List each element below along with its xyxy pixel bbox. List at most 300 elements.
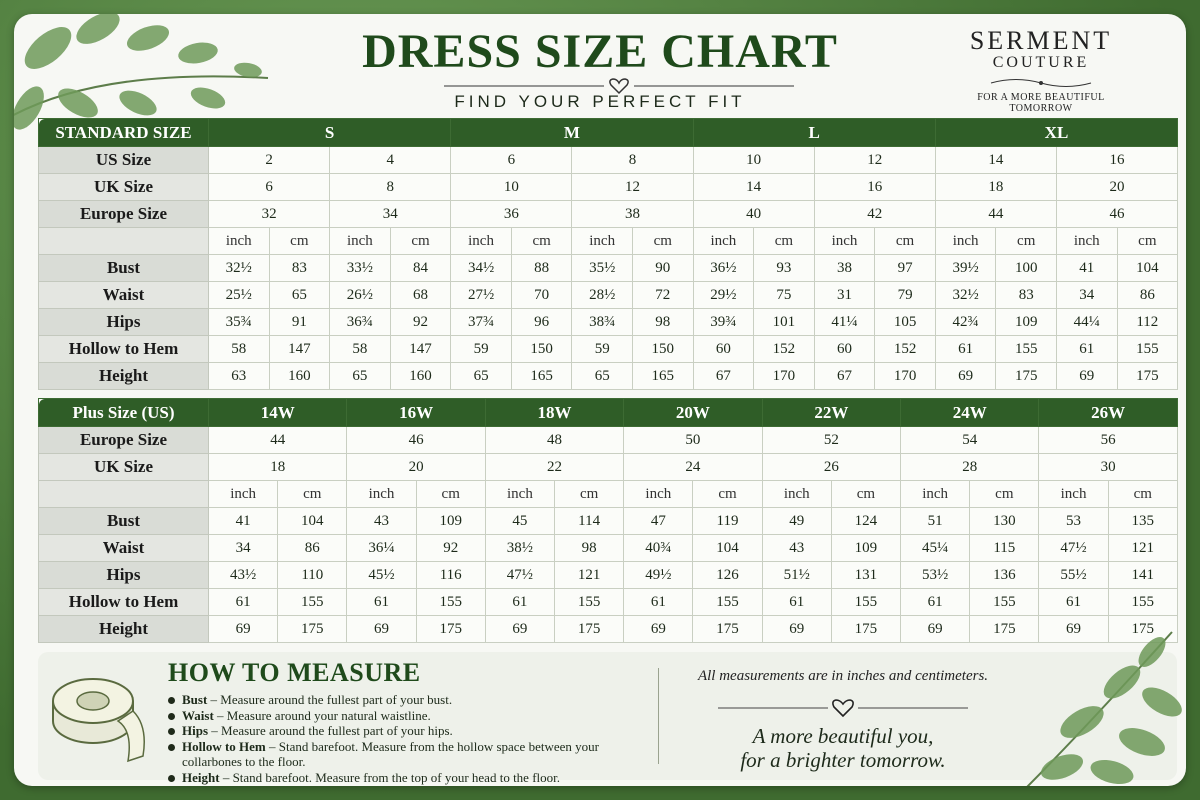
table-cell: 114: [555, 508, 624, 535]
size-header-14w: 14W: [209, 399, 347, 427]
row-label: Waist: [39, 282, 209, 309]
unit-cell: inch: [935, 228, 996, 255]
measurement-row: [39, 562, 1178, 589]
table-cell: 112: [1117, 309, 1178, 336]
table-cell: 56: [1039, 427, 1177, 454]
table-cell: 26½: [330, 282, 391, 309]
table-cell: 34½: [451, 255, 512, 282]
unit-cell: inch: [209, 481, 278, 508]
table-cell: 147: [390, 336, 451, 363]
measure-term: Hollow to Hem: [182, 738, 266, 754]
table-cell: 86: [278, 535, 347, 562]
table-cell: 98: [555, 535, 624, 562]
table-cell: 16: [814, 174, 935, 201]
table-cell: 46: [347, 427, 485, 454]
table-cell: 49½: [624, 562, 693, 589]
measure-text: – Stand barefoot. Measure from the hollow space between your collarbones to the floor.: [182, 738, 599, 769]
row-label: Bust: [39, 508, 209, 535]
table-cell: 126: [693, 562, 762, 589]
table-cell: 136: [970, 562, 1039, 589]
table-cell: 92: [416, 535, 485, 562]
row-label: Height: [39, 363, 209, 390]
table-cell: 10: [451, 174, 572, 201]
table-cell: 29½: [693, 282, 754, 309]
table-cell: 54: [901, 427, 1039, 454]
table-cell: 41: [209, 508, 278, 535]
table-cell: 6: [209, 174, 330, 201]
table-cell: 18: [935, 174, 1056, 201]
table-cell: 46: [1056, 201, 1177, 228]
table-cell: 50: [624, 427, 762, 454]
table-cell: 61: [485, 589, 554, 616]
table-cell: 69: [209, 616, 278, 643]
table-cell: 61: [935, 336, 996, 363]
measurement-row: [39, 282, 1178, 309]
table-cell: 65: [269, 282, 330, 309]
table-cell: 40: [693, 201, 814, 228]
table-cell: 39¾: [693, 309, 754, 336]
table-cell: 34: [330, 201, 451, 228]
table-cell: 69: [935, 363, 996, 390]
header-row: [39, 399, 1178, 427]
table-cell: 93: [754, 255, 815, 282]
table-cell: 175: [1117, 363, 1178, 390]
table-cell: 170: [754, 363, 815, 390]
table-cell: 131: [831, 562, 900, 589]
table-cell: 10: [693, 147, 814, 174]
table-cell: 28½: [572, 282, 633, 309]
unit-cell: inch: [901, 481, 970, 508]
table-cell: 155: [416, 589, 485, 616]
unit-cell: cm: [996, 228, 1057, 255]
table-cell: 84: [390, 255, 451, 282]
table-cell: 121: [555, 562, 624, 589]
unit-cell: cm: [632, 228, 693, 255]
unit-cell: cm: [1117, 228, 1178, 255]
table-cell: 32: [209, 201, 330, 228]
unit-cell: cm: [875, 228, 936, 255]
measurement-row: [39, 589, 1178, 616]
table-cell: 104: [693, 535, 762, 562]
measure-term: Waist: [182, 707, 214, 723]
table-cell: 47½: [1039, 535, 1108, 562]
list-item: [168, 739, 648, 770]
unit-cell: cm: [754, 228, 815, 255]
table-cell: 38½: [485, 535, 554, 562]
table-cell: 26: [762, 454, 900, 481]
table-cell: 150: [632, 336, 693, 363]
table-cell: 69: [901, 616, 970, 643]
table-cell: 60: [693, 336, 754, 363]
unit-cell: inch: [762, 481, 831, 508]
row-label: Hips: [39, 562, 209, 589]
table-cell: 45¼: [901, 535, 970, 562]
brand-name: SERMENT: [969, 26, 1113, 55]
size-header-s: S: [209, 119, 451, 147]
list-item: [168, 708, 648, 724]
table-cell: 49: [762, 508, 831, 535]
table-cell: 52: [762, 427, 900, 454]
unit-cell: cm: [390, 228, 451, 255]
table-cell: 14: [693, 174, 814, 201]
unit-cell: inch: [1056, 228, 1117, 255]
brand-tagline: FOR A MORE BEAUTIFUL TOMORROW: [977, 92, 1105, 114]
size-header-l: L: [693, 119, 935, 147]
row-label: UK Size: [39, 174, 209, 201]
size-header-26w: 26W: [1039, 399, 1177, 427]
units-row: [39, 228, 1178, 255]
unit-cell: cm: [416, 481, 485, 508]
table-cell: 69: [762, 616, 831, 643]
measurement-row: [39, 535, 1178, 562]
table-cell: 34: [1056, 282, 1117, 309]
row-label: Hollow to Hem: [39, 589, 209, 616]
table-cell: 86: [1117, 282, 1178, 309]
table-cell: 47: [624, 508, 693, 535]
header-row: [39, 119, 1178, 147]
measurement-row: [39, 508, 1178, 535]
table-cell: 53½: [901, 562, 970, 589]
table-cell: 25½: [209, 282, 270, 309]
heart-icon: [718, 696, 968, 720]
table-cell: 38: [572, 201, 693, 228]
table-cell: 37¾: [451, 309, 512, 336]
table-cell: 110: [278, 562, 347, 589]
table-cell: 60: [814, 336, 875, 363]
table-cell: 35½: [572, 255, 633, 282]
table-cell: 31: [814, 282, 875, 309]
conversion-row: [39, 454, 1178, 481]
table-cell: 175: [555, 616, 624, 643]
table-cell: 4: [330, 147, 451, 174]
table-cell: 69: [347, 616, 416, 643]
unit-cell: cm: [278, 481, 347, 508]
unit-cell: inch: [330, 228, 391, 255]
unit-cell: cm: [511, 228, 572, 255]
table-cell: 32½: [209, 255, 270, 282]
table-cell: 59: [451, 336, 512, 363]
table-cell: 160: [390, 363, 451, 390]
table-cell: 109: [996, 309, 1057, 336]
table-cell: 101: [754, 309, 815, 336]
table-cell: 47½: [485, 562, 554, 589]
measurement-row: [39, 255, 1178, 282]
table-cell: 16: [1056, 147, 1177, 174]
row-label: UK Size: [39, 454, 209, 481]
size-header-18w: 18W: [485, 399, 623, 427]
size-header-16w: 16W: [347, 399, 485, 427]
measure-term: Hips: [182, 723, 209, 738]
measurement-row: [39, 309, 1178, 336]
table-cell: 45½: [347, 562, 416, 589]
table-cell: 96: [511, 309, 572, 336]
row-label: US Size: [39, 147, 209, 174]
table-cell: 155: [555, 589, 624, 616]
table-cell: 36¼: [347, 535, 416, 562]
table-cell: 100: [996, 255, 1057, 282]
size-header-m: M: [451, 119, 693, 147]
table-cell: 155: [970, 589, 1039, 616]
table-cell: 42: [814, 201, 935, 228]
table-cell: 69: [624, 616, 693, 643]
table-cell: 44: [935, 201, 1056, 228]
table-cell: 22: [485, 454, 623, 481]
unit-cell: inch: [347, 481, 416, 508]
table-cell: 61: [1056, 336, 1117, 363]
measure-text: – Measure around your natural waistline.: [213, 707, 431, 723]
table-cell: 175: [278, 616, 347, 643]
row-label: Waist: [39, 535, 209, 562]
motto-line-2: for a brighter tomorrow.: [740, 748, 946, 772]
table-cell: 43: [347, 508, 416, 535]
row-label: Height: [39, 616, 209, 643]
table-cell: 69: [1039, 616, 1108, 643]
table-cell: 69: [485, 616, 554, 643]
table-cell: 98: [632, 309, 693, 336]
table-cell: 43: [762, 535, 831, 562]
table-cell: 109: [416, 508, 485, 535]
table-cell: 109: [831, 535, 900, 562]
table-cell: 58: [209, 336, 270, 363]
unit-cell: inch: [209, 228, 270, 255]
row-label: Europe Size: [39, 427, 209, 454]
table-cell: 83: [996, 282, 1057, 309]
table-cell: 67: [814, 363, 875, 390]
table-cell: 79: [875, 282, 936, 309]
measure-text: – Measure around the fullest part of your bust.: [207, 692, 453, 707]
table-cell: 97: [875, 255, 936, 282]
measure-text: – Stand barefoot. Measure from the top of your head to the floor.: [219, 769, 560, 785]
table-cell: 61: [347, 589, 416, 616]
table-cell: 44: [209, 427, 347, 454]
size-header-xl: XL: [935, 119, 1177, 147]
table-cell: 104: [278, 508, 347, 535]
units-note: All measurements are in inches and centimeters.: [697, 668, 989, 684]
unit-cell: inch: [1039, 481, 1108, 508]
table-cell: 2: [209, 147, 330, 174]
table-cell: 48: [485, 427, 623, 454]
table-cell: 45: [485, 508, 554, 535]
motto: [678, 724, 1008, 772]
table-cell: 116: [416, 562, 485, 589]
table-cell: 36: [451, 201, 572, 228]
table-cell: 175: [996, 363, 1057, 390]
size-chart-card: [14, 14, 1186, 786]
table-cell: 155: [693, 589, 762, 616]
unit-cell: inch: [814, 228, 875, 255]
table-cell: 38: [814, 255, 875, 282]
row-label: Bust: [39, 255, 209, 282]
table-cell: 175: [1108, 616, 1177, 643]
table-cell: 175: [831, 616, 900, 643]
table-cell: 12: [572, 174, 693, 201]
table-cell: 91: [269, 309, 330, 336]
table-cell: 67: [693, 363, 754, 390]
conversion-row: [39, 147, 1178, 174]
unit-cell: cm: [555, 481, 624, 508]
table-cell: 61: [624, 589, 693, 616]
table-cell: 69: [1056, 363, 1117, 390]
table-cell: 155: [1117, 336, 1178, 363]
table-cell: 36¾: [330, 309, 391, 336]
table-cell: 63: [209, 363, 270, 390]
table-cell: 36½: [693, 255, 754, 282]
table-cell: 61: [901, 589, 970, 616]
row-label: [39, 481, 209, 508]
unit-cell: inch: [624, 481, 693, 508]
table-cell: 119: [693, 508, 762, 535]
table-cell: 165: [511, 363, 572, 390]
table-cell: 65: [451, 363, 512, 390]
table-cell: 20: [1056, 174, 1177, 201]
motto-line-1: A more beautiful you,: [752, 724, 934, 748]
divider: [658, 668, 659, 764]
table-cell: 68: [390, 282, 451, 309]
size-header-20w: 20W: [624, 399, 762, 427]
conversion-row: [39, 174, 1178, 201]
table-cell: 88: [511, 255, 572, 282]
table-cell: 42¾: [935, 309, 996, 336]
table-cell: 34: [209, 535, 278, 562]
table-cell: 28: [901, 454, 1039, 481]
table-cell: 155: [831, 589, 900, 616]
unit-cell: inch: [693, 228, 754, 255]
unit-cell: inch: [485, 481, 554, 508]
table-cell: 41: [1056, 255, 1117, 282]
table-cell: 72: [632, 282, 693, 309]
table-cell: 43½: [209, 562, 278, 589]
table-cell: 70: [511, 282, 572, 309]
table-cell: 155: [278, 589, 347, 616]
size-header-label: Plus Size (US): [39, 399, 209, 427]
leaf-branch-icon: [1002, 622, 1186, 786]
list-item: [168, 692, 648, 708]
measuring-tape-icon: [48, 666, 158, 766]
table-cell: 6: [451, 147, 572, 174]
conversion-row: [39, 427, 1178, 454]
unit-cell: cm: [269, 228, 330, 255]
table-cell: 32½: [935, 282, 996, 309]
table-cell: 130: [970, 508, 1039, 535]
table-cell: 30: [1039, 454, 1177, 481]
table-cell: 152: [754, 336, 815, 363]
table-cell: 58: [330, 336, 391, 363]
ornament-icon: [981, 76, 1101, 90]
table-cell: 18: [209, 454, 347, 481]
table-cell: 75: [754, 282, 815, 309]
table-cell: 40¾: [624, 535, 693, 562]
page-title: DRESS SIZE CHART: [362, 25, 838, 78]
table-cell: 41¼: [814, 309, 875, 336]
conversion-row: [39, 201, 1178, 228]
table-cell: 141: [1108, 562, 1177, 589]
table-cell: 175: [693, 616, 762, 643]
table-cell: 51: [901, 508, 970, 535]
table-cell: 175: [416, 616, 485, 643]
table-cell: 105: [875, 309, 936, 336]
table-cell: 65: [572, 363, 633, 390]
table-cell: 152: [875, 336, 936, 363]
table-cell: 170: [875, 363, 936, 390]
table-cell: 44¼: [1056, 309, 1117, 336]
table-cell: 20: [347, 454, 485, 481]
table-cell: 121: [1108, 535, 1177, 562]
table-cell: 38¾: [572, 309, 633, 336]
how-to-measure-list: [168, 692, 648, 785]
unit-cell: cm: [1108, 481, 1177, 508]
plus-size-table: [38, 398, 1178, 643]
row-label: Europe Size: [39, 201, 209, 228]
table-cell: 90: [632, 255, 693, 282]
brand-logo: [946, 26, 1136, 114]
table-cell: 39½: [935, 255, 996, 282]
table-cell: 55½: [1039, 562, 1108, 589]
unit-cell: cm: [831, 481, 900, 508]
table-cell: 14: [935, 147, 1056, 174]
row-label: Hollow to Hem: [39, 336, 209, 363]
table-cell: 8: [572, 147, 693, 174]
list-item: [168, 723, 648, 739]
table-cell: 160: [269, 363, 330, 390]
unit-cell: inch: [451, 228, 512, 255]
measurement-row: [39, 363, 1178, 390]
row-label: [39, 228, 209, 255]
table-cell: 165: [632, 363, 693, 390]
table-cell: 175: [970, 616, 1039, 643]
table-cell: 135: [1108, 508, 1177, 535]
table-cell: 33½: [330, 255, 391, 282]
measure-term: Bust: [182, 692, 208, 707]
table-cell: 61: [209, 589, 278, 616]
list-item: [168, 770, 648, 786]
table-cell: 65: [330, 363, 391, 390]
table-cell: 124: [831, 508, 900, 535]
measurement-row: [39, 336, 1178, 363]
table-cell: 155: [1108, 589, 1177, 616]
table-cell: 12: [814, 147, 935, 174]
unit-cell: cm: [970, 481, 1039, 508]
table-cell: 35¾: [209, 309, 270, 336]
table-cell: 147: [269, 336, 330, 363]
measure-term: Height: [182, 769, 220, 785]
size-header-label: STANDARD SIZE: [39, 119, 209, 147]
units-row: [39, 481, 1178, 508]
table-cell: 61: [762, 589, 831, 616]
table-cell: 155: [996, 336, 1057, 363]
page-subtitle: FIND YOUR PERFECT FIT: [454, 92, 746, 111]
standard-size-table: [38, 118, 1178, 390]
table-cell: 61: [1039, 589, 1108, 616]
measure-text: – Measure around the fullest part of your hips.: [208, 723, 453, 738]
table-cell: 59: [572, 336, 633, 363]
table-cell: 24: [624, 454, 762, 481]
unit-cell: inch: [572, 228, 633, 255]
size-header-24w: 24W: [901, 399, 1039, 427]
brand-sub: COUTURE: [992, 54, 1090, 71]
table-cell: 115: [970, 535, 1039, 562]
table-cell: 51½: [762, 562, 831, 589]
table-cell: 150: [511, 336, 572, 363]
size-header-22w: 22W: [762, 399, 900, 427]
table-cell: 27½: [451, 282, 512, 309]
row-label: Hips: [39, 309, 209, 336]
how-to-measure-title: HOW TO MEASURE: [168, 658, 421, 687]
unit-cell: cm: [693, 481, 762, 508]
table-cell: 83: [269, 255, 330, 282]
table-cell: 92: [390, 309, 451, 336]
table-cell: 53: [1039, 508, 1108, 535]
table-cell: 104: [1117, 255, 1178, 282]
